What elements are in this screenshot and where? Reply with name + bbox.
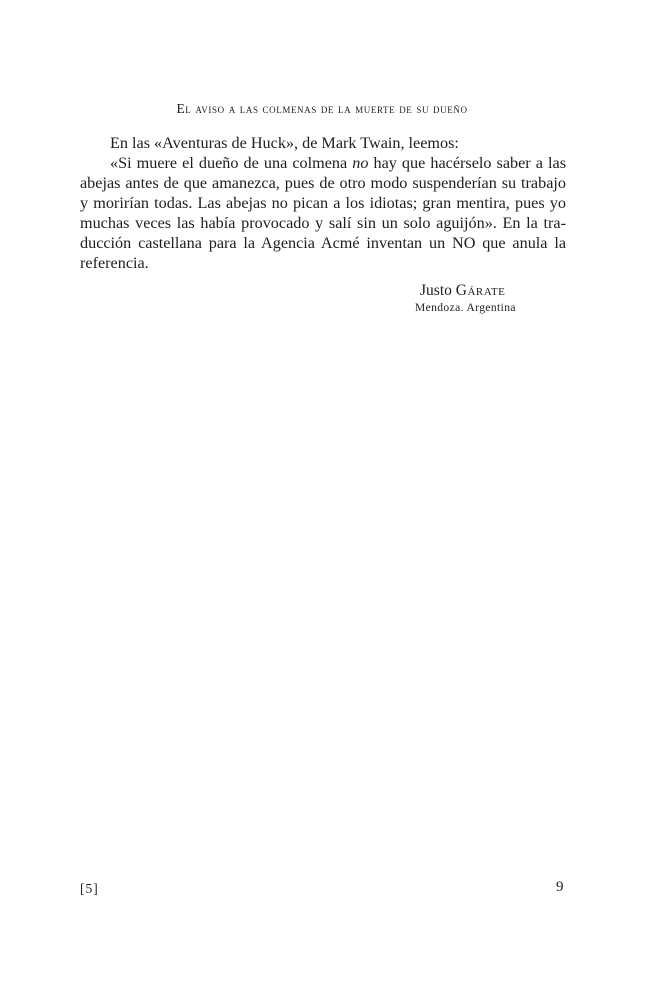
author-signature [420,282,505,300]
page-number: 9 [556,879,564,895]
author-location: Mendoza. Argentina [415,302,516,314]
emphasis-word: no [352,154,369,172]
quote-line: «Si muere el dueño de una colmena no hay que hacérselo saber a las [110,154,566,172]
quote-line: y morirían todas. Las abejas no pican a los idiotas; gran mentira, pues yo [80,194,566,212]
author-surname: Gárate [455,282,506,299]
article-body [80,133,566,273]
quote-line: abejas antes de que amanezca, pues de otro modo suspenderían su trabajo [80,174,566,192]
intro-paragraph: En las «Aventuras de Huck», de Mark Twain, leemos: [110,134,459,152]
issue-marker: [5] [80,881,99,896]
article-title: El aviso a las colmenas de la muerte de su dueño [176,101,468,116]
quote-paragraph [80,153,566,273]
quote-line: ducción castellana para la Agencia Acmé inventan un NO que anula la [80,234,566,252]
quote-line: referencia. [80,254,149,272]
quote-line: muchas veces las había provocado y salí sin un solo aguijón». En la tra- [80,214,566,232]
author-first-name: Justo [420,282,452,299]
